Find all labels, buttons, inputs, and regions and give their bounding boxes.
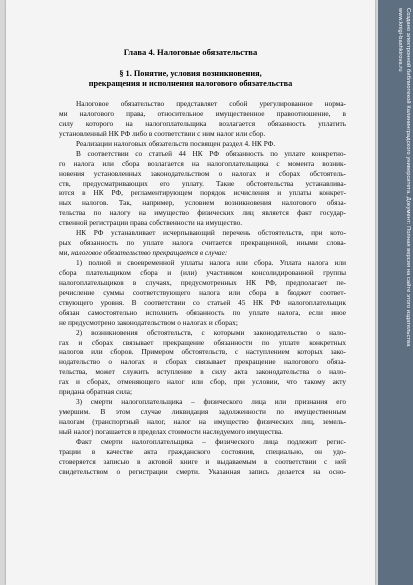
- section-title-line: § 1. Понятие, условия возникновения,: [119, 69, 262, 78]
- body-line: обязан самостоятельно исполнить обязанность по уплате налога, если иное: [59, 307, 346, 317]
- body-line: стоверяется записью в актовой книге и выдаваемым в соответствии с ней: [59, 456, 346, 466]
- body-line: умершим. В этом случае ликвидация задолженности по имущественным: [59, 407, 346, 417]
- body-line: ми, налоговое обязательство прекращается в случае:: [59, 248, 228, 258]
- body-line: го налога или сбора возлагается на налогоплательщика с момента возник-: [59, 158, 346, 168]
- body-line: нодательство о налогах и сборах связывает прекращение налогового обяза-: [59, 357, 346, 367]
- body-line: 1) полной и своевременной уплаты налога или сбора. Уплата налога или: [76, 258, 346, 267]
- body-line: В соответствии со статьей 44 НК РФ обязанность по уплате конкретно-: [76, 148, 346, 158]
- body-line: ствующего уровня. В соответствии со статьей 45 НК РФ налогоплательщик: [59, 297, 346, 307]
- body-line: установленный НК РФ либо в соответствии с ним налог или сбор.: [59, 128, 266, 138]
- body-line: Реализации налоговых обязательств посвящен раздел 4. НК РФ.: [76, 138, 276, 148]
- side-banner: [378, 0, 413, 585]
- body-line: ный налог) погашается в пределах стоимости наследуемого имущества.: [59, 426, 283, 436]
- body-line: силу которого на налогоплательщика возлагается обязанность уплатить: [59, 118, 346, 128]
- body-line: налогам (транспортный налог, налог на имущество физических лиц, земель-: [59, 417, 346, 426]
- body-line: сбора плательщиком сбора и (или) участником консолидированной группы: [59, 267, 346, 277]
- body-line: придана обратная сила;: [59, 387, 133, 397]
- body-line: ми налогового права, относительное имущественное правоотношение, в: [59, 108, 346, 118]
- body-line: ственной регистрации права собственности на имущество.: [59, 218, 243, 228]
- body-line: ются в НК РФ, регламентирующем порядок исчисления и уплаты конкрет-: [59, 188, 346, 198]
- body-text: [59, 99, 346, 477]
- body-line: НК РФ устанавливает исчерпывающий перечень обстоятельств, при кото-: [76, 228, 346, 238]
- side-banner-line: Создано электронной библиотекой Калининградского университета. Документ: Полная версия на сайте этого издательства: [405, 8, 411, 347]
- emphasis-text: налоговое обязательство прекращается в случае:: [71, 248, 228, 258]
- body-line: тельства по налогу на имущество физических лиц является факт государ-: [59, 208, 346, 218]
- chapter-title: Глава 4. Налоговые обязательства: [123, 47, 258, 57]
- body-line: налогоплательщиков в случаях, предусмотренных НК РФ, предполагает пе-: [59, 277, 346, 287]
- document-page: [6, 0, 375, 585]
- body-line: Налоговое обязательство представляет собой урегулированное норма-: [76, 99, 346, 108]
- body-line: трации в качестве акта гражданского состояния, специально, он удо-: [59, 446, 346, 456]
- body-line: тельства, может служить вступление в силу акта законодательства о нало-: [59, 367, 346, 377]
- section-title: [36, 69, 345, 89]
- body-line: Факт смерти налогоплательщика – физического лица подлежит регис-: [76, 436, 346, 446]
- section-title-line: прекращения и исполнения налогового обязательства: [88, 79, 293, 88]
- body-line: гах и сборах связывает прекращение обязанности по уплате конкретных: [59, 337, 346, 347]
- body-line: 3) смерти налогоплательщика – физического лица или признания его: [76, 397, 346, 407]
- body-line: новения установленных законодательством о налогах и сборах обстоятель-: [59, 168, 346, 178]
- body-line: речисление суммы соответствующего налога или сбора в бюджет соответ-: [59, 287, 346, 297]
- body-line: ств, предусматривающих его уплату. Такие обстоятельства устанавлива-: [59, 178, 346, 188]
- body-line: ных налогов. Так, например, условием возникновения налогового обяза-: [59, 198, 346, 208]
- body-line: не предусмотрено законодательством о налогах и сборах;: [59, 317, 238, 327]
- body-line: 2) возникновения обстоятельств, с которыми законодательство о нало-: [76, 327, 346, 337]
- body-line: рых обязанность по уплате налога считается прекращенной, иными слова-: [59, 238, 346, 248]
- side-banner-line[interactable]: www.knigi-bashkirova.ru: [397, 8, 403, 72]
- body-line: свидетельством о регистрации смерти. Указанная запись делается на осно-: [59, 466, 346, 476]
- side-banner-text: [378, 8, 412, 488]
- body-line: гах и сборах, отменяющего налог или сбор, при условии, что такому акту: [59, 377, 346, 387]
- body-line: налогов или сборов. Примером обстоятельств, с наступлением которых зако-: [59, 347, 346, 357]
